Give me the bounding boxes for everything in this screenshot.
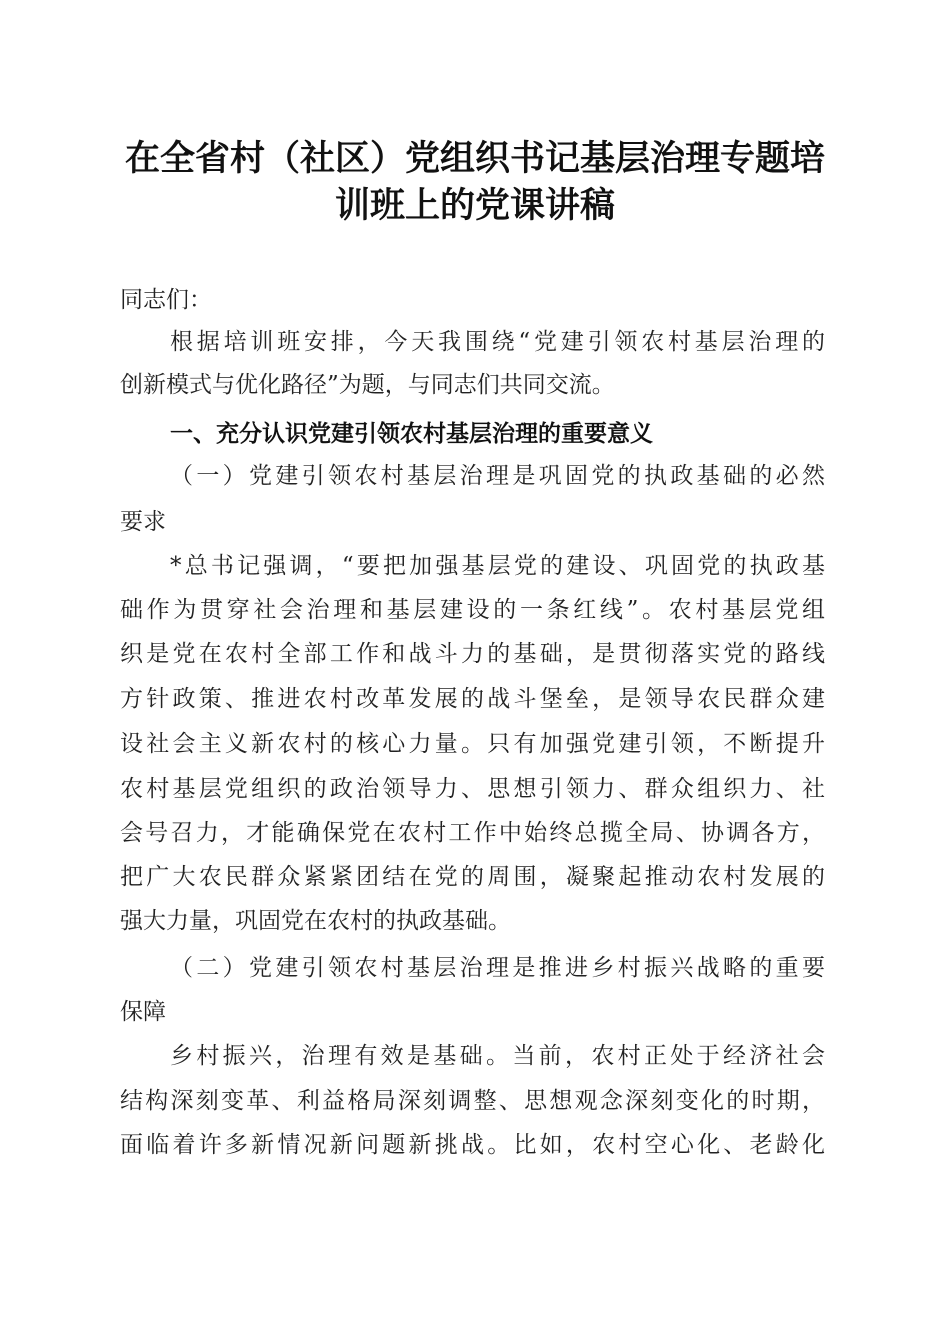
subsection-1-body-line: 农村基层党组织的政治领导力、思想引领力、群众组织力、社 [120,776,825,802]
intro-line-2: 创新模式与优化路径”为题，与同志们共同交流。 [120,372,615,398]
subsection-2-body-line: 乡村振兴，治理有效是基础。当前，农村正处于经济社会 [170,1043,825,1069]
document-title-line-2: 训班上的党课讲稿 [334,185,615,226]
section-1-heading: 一、充分认识党建引领农村基层治理的重要意义 [170,420,653,447]
subsection-1-body-line: 会号召力，才能确保党在农村工作中始终总揽全局、协调各方， [120,820,825,846]
subsection-1-body-line: 强大力量，巩固党在农村的执政基础。 [120,908,511,934]
subsection-1-body-line: 把广大农民群众紧紧团结在党的周围，凝聚起推动农村发展的 [120,864,825,890]
subsection-1-heading-line-1: （一）党建引领农村基层治理是巩固党的执政基础的必然 [170,463,825,489]
subsection-2-body-line: 面临着许多新情况新问题新挑战。比如，农村空心化、老龄化 [120,1132,825,1158]
subsection-2-body-line: 结构深刻变革、利益格局深刻调整、思想观念深刻变化的时期， [120,1088,825,1114]
subsection-1-body-line: 础作为贯穿社会治理和基层建设的一条红线”。农村基层党组 [120,597,825,623]
subsection-1-heading-line-2: 要求 [120,509,166,535]
subsection-2-heading-line-2: 保障 [120,999,166,1025]
subsection-2-heading-line-1: （二）党建引领农村基层治理是推进乡村振兴战略的重要 [170,955,825,981]
subsection-1-body-line: *总书记强调，“要把加强基层党的建设、巩固党的执政基 [170,553,825,579]
salutation: 同志们： [120,287,212,313]
subsection-1-body-line: 织是党在农村全部工作和战斗力的基础，是贯彻落实党的路线 [120,641,825,667]
subsection-1-body-line: 方针政策、推进农村改革发展的战斗堡垒，是领导农民群众建 [120,686,825,712]
document-title-line-1: 在全省村（社区）党组织书记基层治理专题培 [124,138,825,179]
intro-line-1: 根据培训班安排，今天我围绕“党建引领农村基层治理的 [170,329,825,355]
subsection-1-body-line: 设社会主义新农村的核心力量。只有加强党建引领，不断提升 [120,731,825,757]
